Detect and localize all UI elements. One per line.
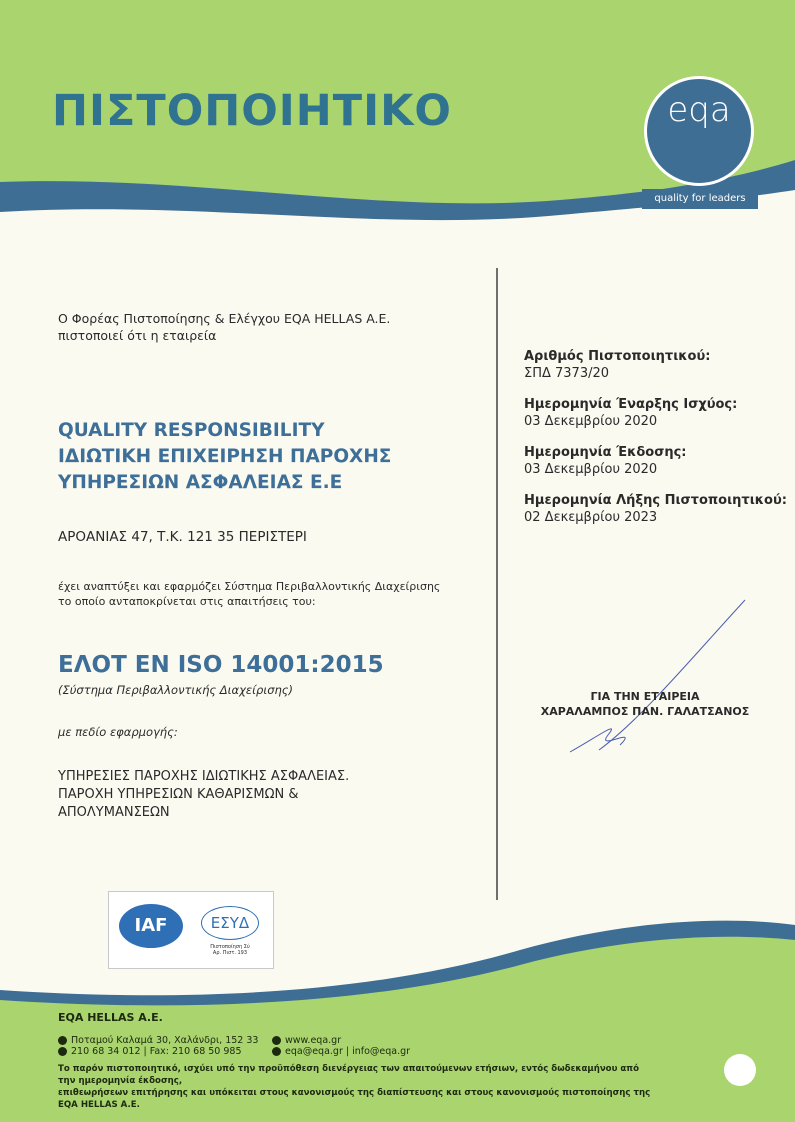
intro-text: Ο Φορέας Πιστοποίησης & Ελέγχου EQA HELLAS A.E. πιστοποιεί ότι η εταιρεία [58, 311, 391, 343]
detail-value: 03 Δεκεμβρίου 2020 [524, 414, 658, 429]
website-link[interactable]: www.eqa.gr [285, 1035, 342, 1046]
web-icon [272, 1036, 281, 1045]
esyd-logo: ΕΣΥΔ [201, 906, 259, 940]
scope-text: ΥΠΗΡΕΣΙΕΣ ΠΑΡΟΧΗΣ ΙΔΙΩΤΙΚΗΣ ΑΣΦΑΛΕΙΑΣ. ΠΑΡΟΧΗ ΥΠΗΡΕΣΙΩΝ ΚΑΘΑΡΙΣΜΩΝ & ΑΠΟΛΥΜΑΝΣΕΩΝ [58, 769, 350, 820]
eqa-logo [640, 76, 760, 210]
statement-text: έχει αναπτύξει και εφαρμόζει Σύστημα Περιβαλλοντικής Διαχείρισης το οποίο ανταποκρίνεται στις απαιτήσεις του: [58, 580, 441, 608]
signature-flourish [570, 729, 625, 752]
detail-value: ΣΠΔ 7373/20 [524, 366, 610, 381]
iaf-logo: IAF [119, 904, 183, 948]
detail-value: 03 Δεκεμβρίου 2020 [524, 462, 658, 477]
eqa-mark-icon [724, 1054, 756, 1086]
logo-tagline: quality for leaders [642, 189, 758, 209]
logo-text: eqa [667, 90, 731, 130]
email-link[interactable]: eqa@eqa.gr | info@eqa.gr [285, 1046, 411, 1057]
scope-label: με πεδίο εφαρμογής: [58, 725, 178, 739]
standard-code: ΕΛΟΤ EN ISO 14001:2015 [58, 652, 384, 678]
footer-phone: 210 68 34 012 | Fax: 210 68 50 985 [71, 1046, 242, 1057]
page-title: ΠΙΣΤΟΠΟΙΗΤΙΚΟ [52, 86, 452, 136]
footer-online [272, 1035, 410, 1057]
certificate-details [524, 348, 787, 540]
email-icon [272, 1047, 281, 1056]
column-divider [496, 268, 498, 900]
detail-label: Αριθμός Πιστοποιητικού: [524, 349, 711, 364]
accreditation-logos [108, 891, 274, 969]
signatory: ΓΙΑ ΤΗΝ ΕΤΑΙΡΕΙΑ ΧΑΡΑΛΑΜΠΟΣ ΠΑΝ. ΓΑΛΑΤΣΑΝΟΣ [540, 690, 750, 718]
esyd-note: Πιστοποίηση Σύ Αρ. Πιστ. 193 [210, 944, 250, 956]
detail-label: Ημερομηνία Έκδοσης: [524, 445, 687, 460]
standard-subtitle: (Σύστημα Περιβαλλοντικής Διαχείρισης) [58, 683, 294, 697]
footer-contacts [58, 1035, 258, 1057]
phone-icon [58, 1047, 67, 1056]
detail-value: 02 Δεκεμβρίου 2023 [524, 510, 658, 525]
detail-label: Ημερομηνία Λήξης Πιστοποιητικού: [524, 493, 787, 508]
company-name: QUALITY RESPONSIBILITY ΙΔΙΩΤΙΚΗ ΕΠΙΧΕΙΡΗΣΗ ΠΑΡΟΧΗΣ ΥΠΗΡΕΣΙΩΝ ΑΣΦΑΛΕΙΑΣ Ε.Ε [58, 420, 392, 493]
signature-stroke [599, 600, 745, 750]
footer-note: Το παρόν πιστοποιητικό, ισχύει υπό την προϋπόθεση διενέργειας των απαιτούμενων ετήσιων, εντός δωδεκαμήνου από την ημερομηνία έκδοσης, επιθεωρήσεων επιτήρησης και υπόκειται στους κανονισμούς της διαπίστευσης και στους κανονισμούς πιστοποίησης της EQA HELLAS A.E. [58, 1064, 651, 1110]
company-address: ΑΡΟΑΝΙΑΣ 47, Τ.Κ. 121 35 ΠΕΡΙΣΤΕΡΙ [58, 529, 307, 545]
detail-label: Ημερομηνία Έναρξης Ισχύος: [524, 397, 738, 412]
location-icon [58, 1036, 67, 1045]
footer-address: Ποταμού Καλαμά 30, Χαλάνδρι, 152 33 [71, 1035, 259, 1046]
footer-company: EQA HELLAS A.E. [58, 1011, 163, 1024]
